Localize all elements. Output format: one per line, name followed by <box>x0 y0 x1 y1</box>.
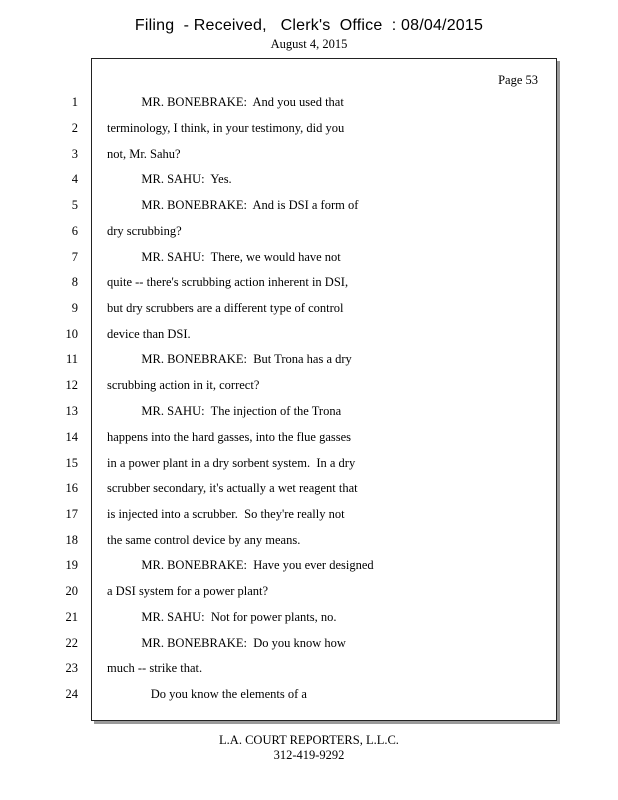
line-text: happens into the hard gasses, into the flue gasses <box>107 430 352 444</box>
line-number: 15 <box>65 456 78 470</box>
line-text: quite -- there's scrubbing action inherent in DSI, <box>107 275 349 289</box>
line-number: 12 <box>65 378 78 392</box>
line-number: 19 <box>65 558 78 572</box>
header-date: August 4, 2015 <box>270 37 348 51</box>
line-text: dry scrubbing? <box>107 224 182 238</box>
line-number: 14 <box>65 430 78 444</box>
line-text: in a power plant in a dry sorbent system. In a dry <box>107 456 356 470</box>
line-number: 8 <box>71 275 78 289</box>
footer-company: L.A. COURT REPORTERS, L.L.C. <box>219 733 399 747</box>
line-number: 2 <box>71 121 78 135</box>
line-number: 21 <box>65 610 78 624</box>
line-text: MR. SAHU: The injection of the Trona <box>107 404 342 418</box>
line-number: 23 <box>65 661 78 675</box>
line-text: MR. SAHU: There, we would have not <box>107 250 341 264</box>
line-number: 6 <box>71 224 78 238</box>
line-text: scrubber secondary, it's actually a wet reagent that <box>107 481 358 495</box>
filing-stamp: Filing - Received, Clerk's Office : 08/04/2015 <box>134 17 484 34</box>
line-number: 1 <box>71 95 78 109</box>
line-number: 4 <box>71 172 78 186</box>
line-text: MR. BONEBRAKE: And you used that <box>107 95 344 109</box>
line-text: a DSI system for a power plant? <box>107 584 269 598</box>
footer-phone: 312-419-9292 <box>273 748 345 762</box>
line-text: not, Mr. Sahu? <box>107 147 181 161</box>
line-text: the same control device by any means. <box>107 533 301 547</box>
line-number: 11 <box>65 352 78 366</box>
line-text: scrubbing action in it, correct? <box>107 378 260 392</box>
line-number: 20 <box>65 584 78 598</box>
line-number: 16 <box>65 481 78 495</box>
line-number: 18 <box>65 533 78 547</box>
line-number: 10 <box>65 327 78 341</box>
line-number: 5 <box>71 198 78 212</box>
line-number: 7 <box>71 250 78 264</box>
line-text: MR. BONEBRAKE: And is DSI a form of <box>107 198 359 212</box>
line-text: MR. SAHU: Not for power plants, no. <box>107 610 337 624</box>
line-number: 24 <box>65 687 78 701</box>
line-text: but dry scrubbers are a different type of control <box>107 301 344 315</box>
line-text: much -- strike that. <box>107 661 203 675</box>
line-text: is injected into a scrubber. So they're really not <box>107 507 345 521</box>
line-text: MR. BONEBRAKE: Do you know how <box>107 636 346 650</box>
line-text: MR. SAHU: Yes. <box>107 172 232 186</box>
line-number: 9 <box>71 301 78 315</box>
line-text: device than DSI. <box>107 327 191 341</box>
line-text: Do you know the elements of a <box>107 687 307 701</box>
page-number: Page 53 <box>498 73 538 87</box>
line-text: MR. BONEBRAKE: Have you ever designed <box>107 558 374 572</box>
line-number: 22 <box>65 636 78 650</box>
line-text: MR. BONEBRAKE: But Trona has a dry <box>107 352 352 366</box>
line-text: terminology, I think, in your testimony, did you <box>107 121 345 135</box>
line-number: 17 <box>65 507 78 521</box>
line-number: 3 <box>71 147 78 161</box>
line-number: 13 <box>65 404 78 418</box>
